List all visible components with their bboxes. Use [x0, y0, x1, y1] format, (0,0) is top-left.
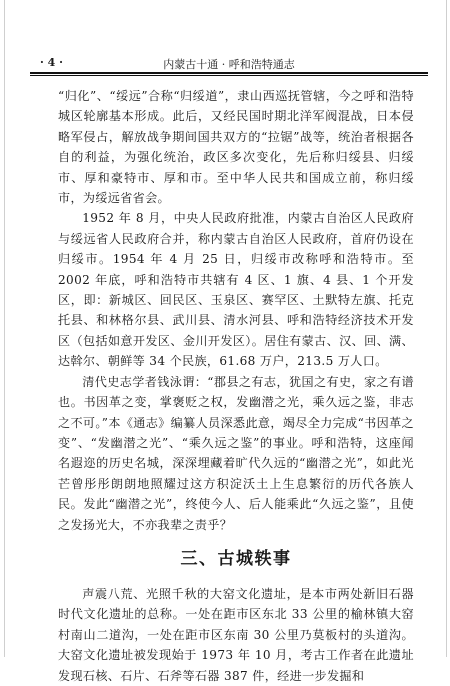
paragraph: 1952 年 8 月，中央人民政府批准，内蒙古自治区人民政府与绥远省人民政府合并，称内蒙古自治区人民政府，首府仍设在归绥市。1954 年 4 月 25 日，归绥市改称呼和浩特市。至 2002 年底，呼和浩特市共辖有 4 区、1 旗、4 县、1 个开发区，即：新城区、回民区、玉泉区、赛罕区、土默特左旗、托克托县、和林格尔县、武川县、清水河县、呼和浩特经济技术开发区（包括如意开发区、金川开发区）。居住有蒙古、汉、回、满、达斡尔、朝鲜等 34 个民族，61.68 万户，213.5 万人口。: [58, 211, 414, 369]
section-heading: 三、古城轶事: [180, 548, 292, 569]
running-header: [30, 54, 428, 72]
header-rule-thin: [30, 75, 428, 76]
paragraph: 清代史志学者钱泳谓：“郡县之有志，犹国之有史，家之有谱也。书因革之变，掌褒贬之权，发幽潜之光，乘久远之鉴，非志之不可。”本《通志》编纂人员深悉此意，竭尽全力完成“书因革之变”、“发幽潜之光”、“乘久远之鉴”的事业。呼和浩特，这座闻名遐迩的历史名城，深深埋藏着旷代久远的“幽潜之光”，如此光芒曾彤彤朗朗地照耀过这方积淀沃土上生息繁衍的历代各族人民。发此“幽潜之光”，终使今人、后人能乘此“久远之鉴”，且使之发扬光大，不亦我辈之责乎？: [58, 374, 414, 532]
scan-edge-left: [4, 0, 5, 657]
paragraph: “归化”、“绥远”合称“归绥道”，隶山西巡抚管辖，今之呼和浩特城区轮廓基本形成。此后，又经民国时期北洋军阀混战，日本侵略军侵占，解放战争期间国共双方的“拉锯”战等，统治者根据各自的利益，为强化统治，政区多次变化，先后称归绥县、归绥市、厚和豪特市、厚和市。至中华人民共和国成立前，称归绥市，为绥远省省会。: [58, 89, 414, 206]
page-body: [58, 86, 414, 686]
running-title: 内蒙古十通 · 呼和浩特通志: [163, 58, 295, 71]
page-number: · 4 ·: [40, 56, 63, 69]
scan-edge-right: [446, 0, 447, 657]
paragraph: 声震八荒、光照千秋的大窑文化遗址，是本市两处新旧石器时代文化遗址的总称。一处在距市区东北 33 公里的榆林镇大窑村南山二道沟，一处在距市区东南 30 公里乃莫板村的头道沟。大窑文化遗址被发现始于 1973 年 10 月，考古工作者在此遗址发现石核、石片、石斧等石器 387 件，经进一步发掘和: [58, 586, 414, 683]
header-rule-thick: [30, 72, 428, 74]
